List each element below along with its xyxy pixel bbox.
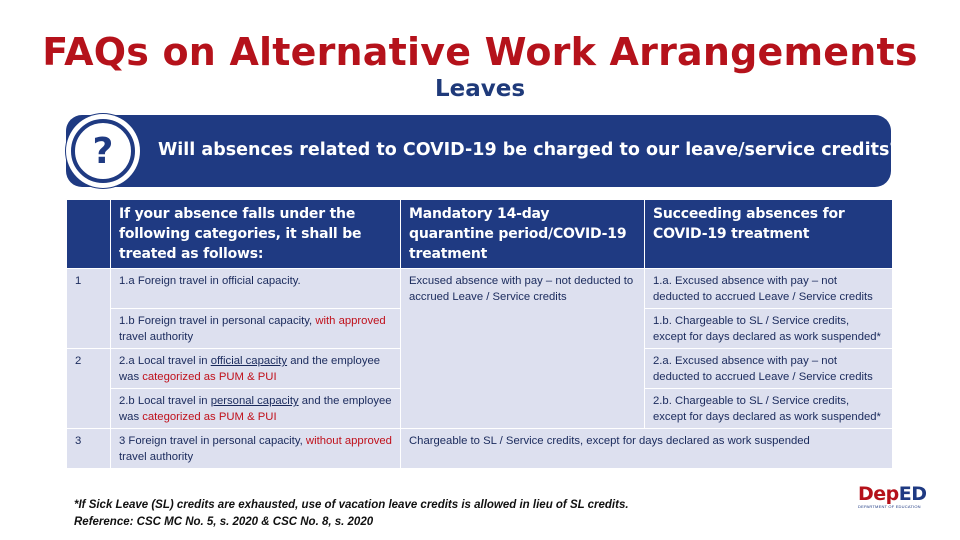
faq-table <box>66 199 893 469</box>
highlight-text: approved <box>344 435 392 447</box>
logo-subtext: DEPARTMENT OF EDUCATION <box>858 504 921 509</box>
category-text: 2.a Local travel in <box>119 355 211 367</box>
logo-dep: Dep <box>858 483 899 505</box>
table-header-row <box>67 200 893 269</box>
footnote-reference: Reference: CSC MC No. 5, s. 2020 & CSC No. 8, s. 2020 <box>74 516 374 528</box>
category-text: travel authority <box>119 331 194 343</box>
row-number: 1 <box>67 269 111 349</box>
table-row <box>67 269 893 309</box>
underlined-text: personal capacity <box>210 395 299 407</box>
category-text: 3 Foreign travel in personal capacity, <box>119 435 306 447</box>
page-subtitle: Leaves <box>434 76 526 102</box>
page-title: FAQs on Alternative Work Arrangements <box>42 30 918 74</box>
succeeding-cell: 1.b. Chargeable to SL / Service credits, except for days declared as work suspended* <box>645 309 893 349</box>
category-text: and the employee was <box>119 355 381 383</box>
row-number: 3 <box>67 429 111 469</box>
underlined-text: official capacity <box>210 355 288 367</box>
header-number <box>67 200 111 269</box>
combined-cell: Chargeable to SL / Service credits, except for days declared as work suspended <box>401 429 893 469</box>
succeeding-cell: 2.b. Chargeable to SL / Service credits, except for days declared as work suspended* <box>645 389 893 429</box>
header-succeeding: Succeeding absences for COVID-19 treatment <box>645 200 893 269</box>
header-quarantine: Mandatory 14-day quarantine period/COVID-19 treatment <box>401 200 645 269</box>
category-text: 1.b Foreign travel in personal capacity, <box>119 315 316 327</box>
quarantine-cell: Excused absence with pay – not deducted to accrued Leave / Service credits <box>401 269 645 429</box>
deped-logo <box>858 484 930 518</box>
footnotes <box>74 497 629 531</box>
row-number: 2 <box>67 349 111 429</box>
highlight-text: categorized as PUM & PUI <box>142 371 277 383</box>
header-category: If your absence falls under the following categories, it shall be treated as follows: <box>111 200 401 269</box>
question-mark-icon: ? <box>71 119 135 183</box>
category-cell <box>111 309 401 349</box>
category-cell <box>111 349 401 389</box>
category-cell <box>111 389 401 429</box>
footnote-sick-leave: *If Sick Leave (SL) credits are exhausted, use of vacation leave credits is allowed in lieu of SL credits. <box>74 499 629 511</box>
logo-ed: ED <box>898 483 927 505</box>
highlight-text: categorized as PUM & PUI <box>142 411 277 423</box>
highlight-text: without <box>305 435 342 447</box>
highlight-text: with approved <box>315 315 386 327</box>
category-cell <box>111 429 401 469</box>
category-text: travel authority <box>119 451 194 463</box>
logo-wordmark <box>858 484 930 504</box>
question-text: Will absences related to COVID-19 be charged to our leave/service credits? <box>158 140 900 160</box>
category-cell: 1.a Foreign travel in official capacity. <box>111 269 401 309</box>
category-text: 2.b Local travel in <box>119 395 211 407</box>
succeeding-cell: 2.a. Excused absence with pay – not deducted to accrued Leave / Service credits <box>645 349 893 389</box>
succeeding-cell: 1.a. Excused absence with pay – not deducted to accrued Leave / Service credits <box>645 269 893 309</box>
category-text: and the employee was <box>119 395 392 423</box>
table-row <box>67 429 893 469</box>
